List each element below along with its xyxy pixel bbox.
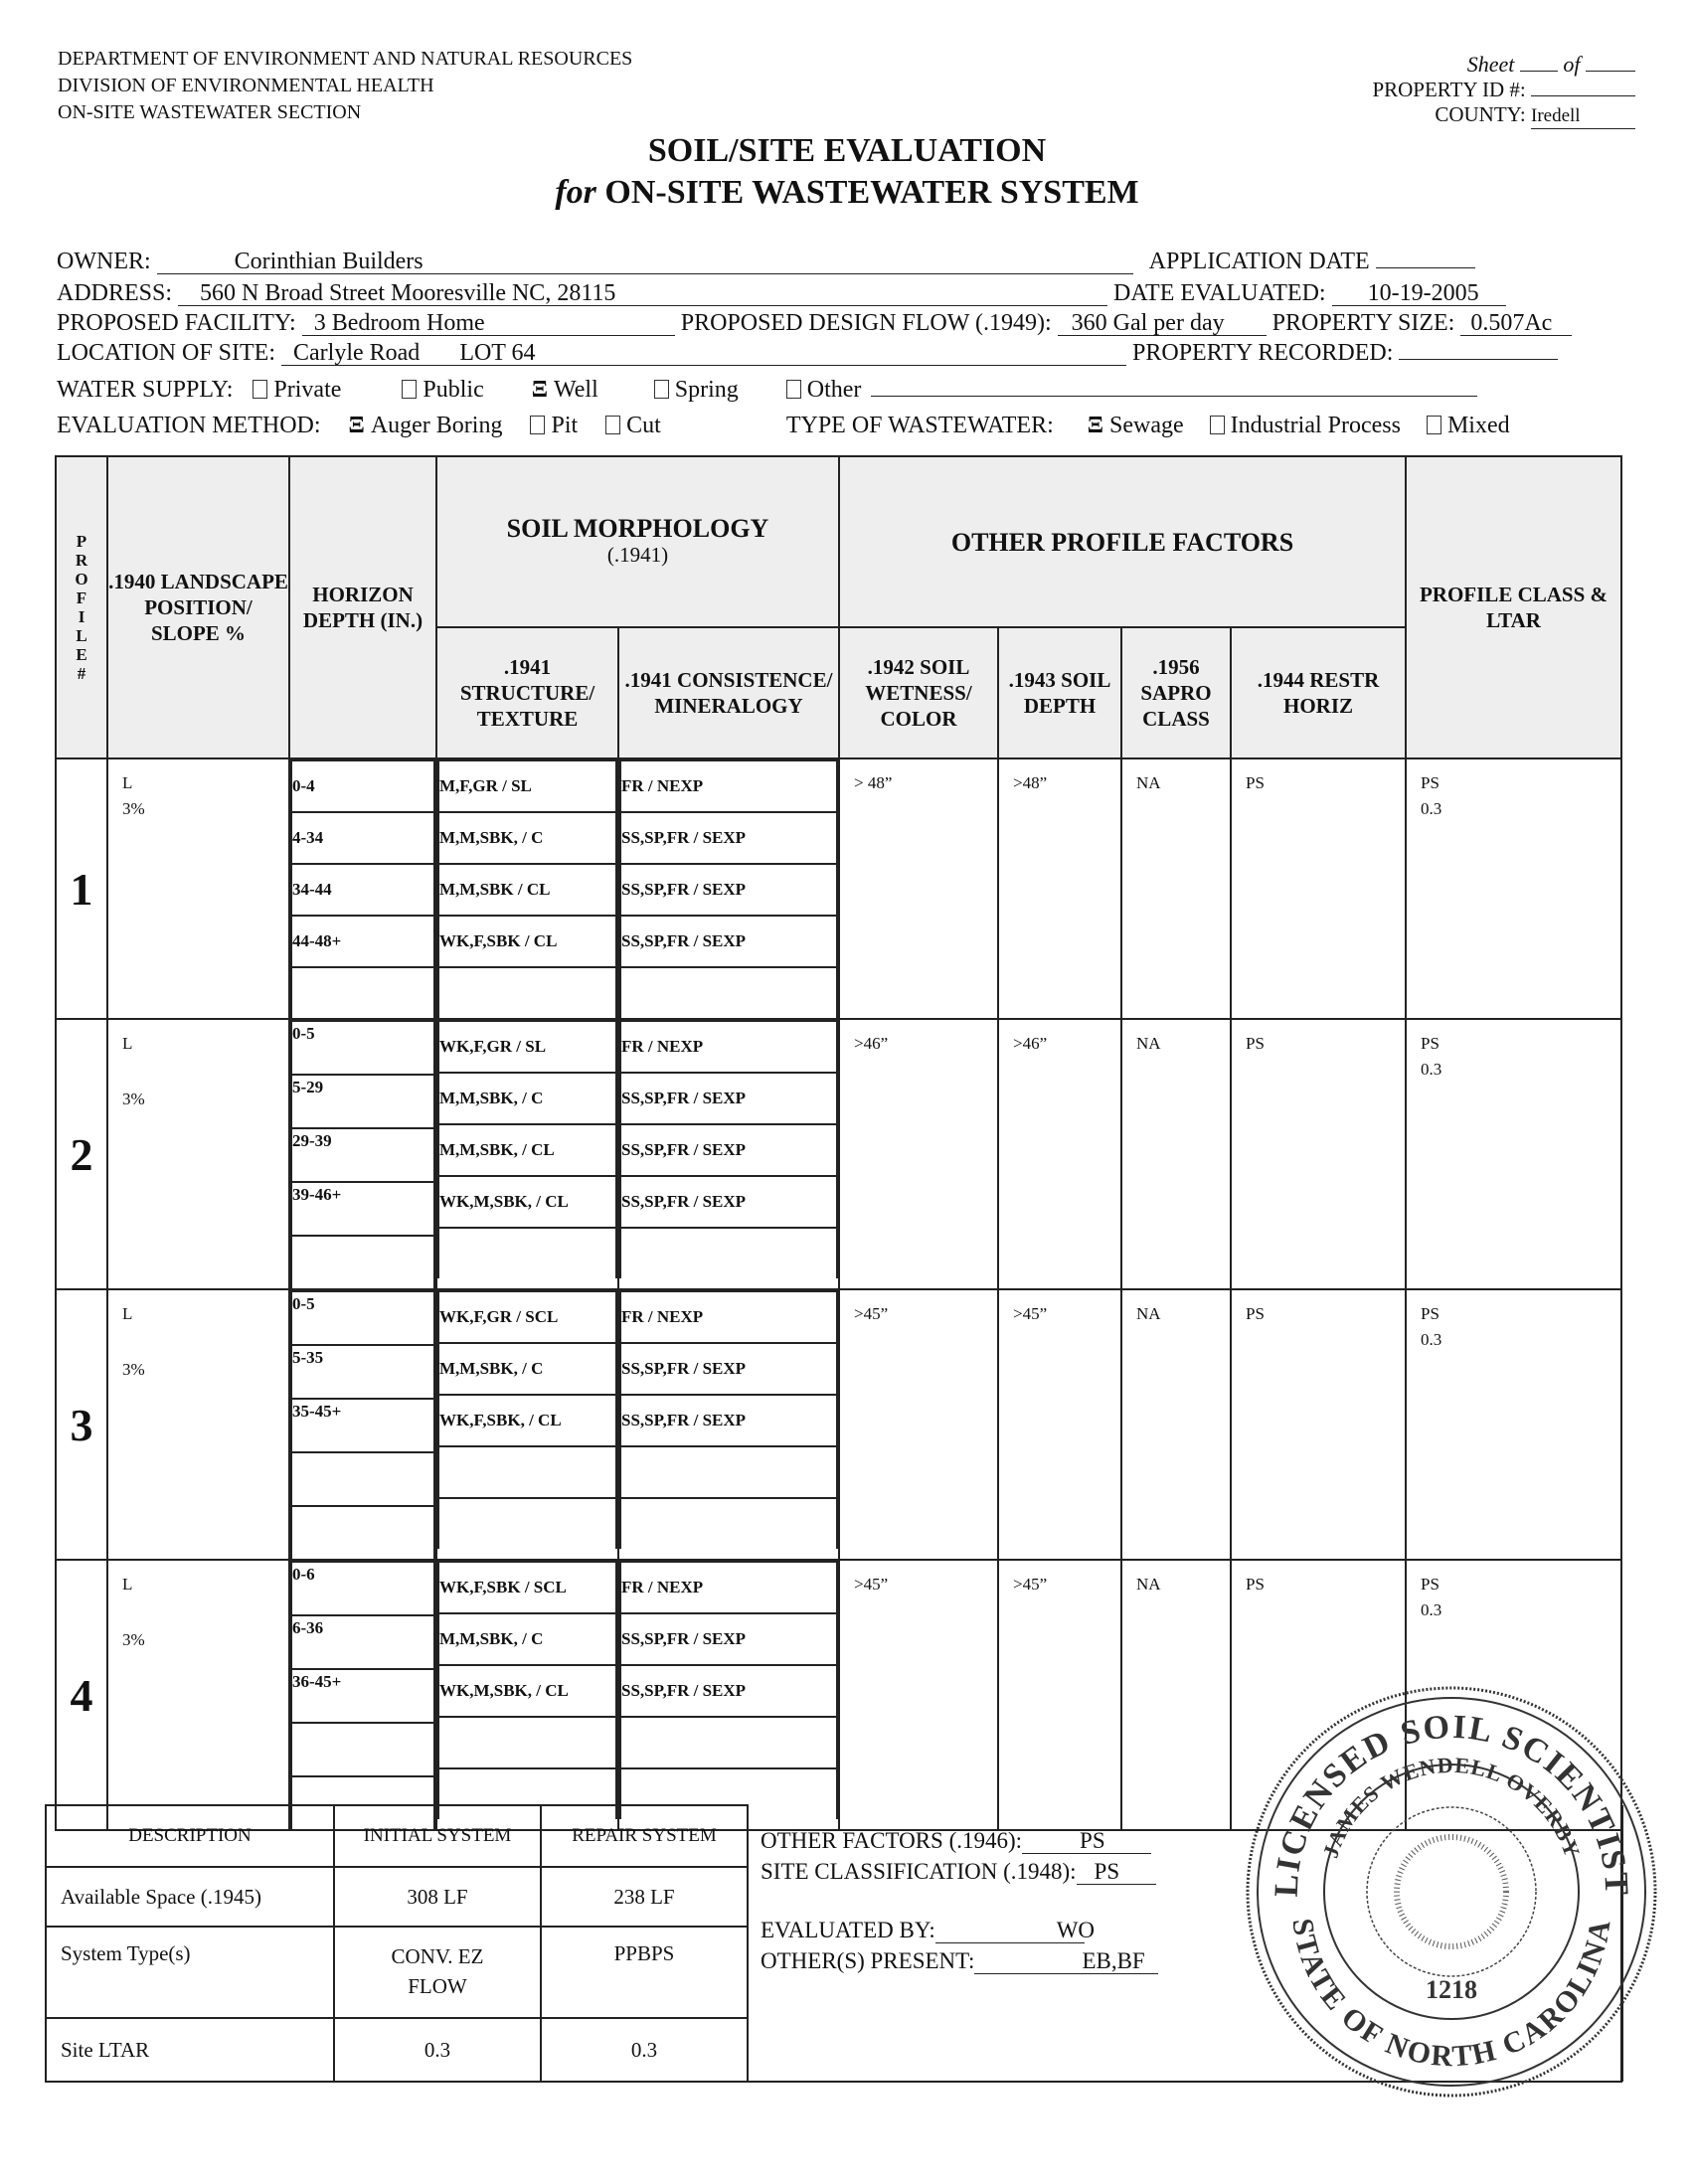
horizon-depth[interactable] [291,1723,434,1776]
landscape-cell [107,1019,289,1289]
other-factors-field[interactable]: PS [1022,1829,1151,1854]
profile-row [56,1289,1621,1560]
horizon-header: HORIZON DEPTH (IN.) [289,456,436,758]
others-present-label: OTHER(S) PRESENT: [761,1948,975,1973]
horizon-cell [289,1019,436,1289]
site-ltar-repair[interactable]: 0.3 [541,2018,748,2082]
property-id-label: PROPERTY ID #: [1372,78,1526,101]
depth-cell[interactable] [998,1560,1121,1830]
structure-cell [436,1560,618,1830]
checkbox-icon [786,380,801,399]
profile-number: 3 [56,1289,107,1560]
profile-number: 4 [56,1560,107,1830]
horizon-depth[interactable]: 35-45+ [291,1399,434,1452]
landscape-value: L [122,1575,133,1594]
wetness-cell[interactable] [839,1560,998,1830]
water-supply-label: WATER SUPPLY: [57,377,234,403]
evaluation-method-label: EVALUATION METHOD: [57,413,321,438]
eval-auger-option[interactable] [349,413,503,438]
address-row [57,280,1506,307]
sapro-cell[interactable] [1121,1289,1231,1560]
structure-value[interactable]: WK,F,GR / SCL [438,1291,616,1343]
property-size-label: PROPERTY SIZE: [1271,310,1455,336]
ltar-value: 0.3 [1421,799,1442,818]
of-label: of [1563,52,1581,77]
profile-class-header: PROFILE CLASS & LTAR [1406,456,1621,758]
depth-cell[interactable] [998,1019,1121,1289]
facility-row [57,310,1572,337]
structure-value[interactable]: WK,M,SBK, / CL [438,1176,616,1228]
system-type-label: System Type(s) [46,1927,334,2018]
sapro-value: NA [1136,1034,1161,1053]
wetness-value: >46” [854,1034,889,1053]
owner-field[interactable]: Corinthian Builders [157,250,1133,274]
structure-value[interactable]: WK,F,SBK / SCL [438,1562,616,1613]
site-class-label: SITE CLASSIFICATION (.1948): [761,1859,1077,1884]
form-subtitle [0,174,1694,212]
option-label: Well [554,377,598,403]
horizon-depth[interactable]: 0-4 [291,760,434,812]
option-label: Public [423,377,484,403]
horizon-cell [289,1289,436,1560]
design-flow-field[interactable]: 360 Gal per day [1058,311,1267,336]
consistence-value[interactable]: SS,SP,FR / SEXP [620,1176,837,1228]
horizon-cell [289,758,436,1019]
soil-morphology-code: (.1941) [606,543,669,567]
structure-value[interactable]: WK,F,SBK, / CL [438,1395,616,1446]
horizon-depth[interactable] [291,1236,434,1288]
application-date-label: APPLICATION DATE [1148,249,1370,274]
structure-value[interactable] [438,967,616,1018]
date-evaluated-label: DATE EVALUATED: [1113,280,1326,306]
structure-cell [436,1289,618,1560]
restr-value: PS [1246,1304,1265,1323]
sheet-label: Sheet [1466,52,1515,77]
slope-value: 3% [122,1360,145,1379]
slope-value: 3% [122,799,145,818]
horizon-depth[interactable]: 39-46+ [291,1182,434,1236]
landscape-cell [107,758,289,1019]
restr-header: .1944 RESTR HORIZ [1231,627,1406,758]
option-label: Spring [674,377,739,403]
division-line: DIVISION OF ENVIRONMENTAL HEALTH [58,75,434,96]
restr-cell[interactable] [1231,758,1406,1019]
depth-cell[interactable] [998,1289,1121,1560]
structure-value[interactable] [438,1228,616,1278]
consistence-value[interactable]: SS,SP,FR / SEXP [620,864,837,916]
address-label: ADDRESS: [57,280,173,306]
structure-value[interactable]: M,M,SBK, / C [438,1343,616,1395]
landscape-cell [107,1560,289,1830]
ltar-value: 0.3 [1421,1330,1442,1349]
option-label: Cut [626,413,661,438]
consistence-cell [618,1289,839,1560]
available-space-repair[interactable]: 238 LF [541,1867,748,1927]
structure-header: .1941 STRUCTURE/ TEXTURE [436,627,618,758]
profile-header-text: P R O F I L E # [75,532,88,683]
sapro-value: NA [1136,1304,1161,1323]
consistence-cell [618,758,839,1019]
location-row [57,340,1558,367]
class-cell[interactable] [1406,1019,1621,1289]
structure-value[interactable]: M,M,SBK, / C [438,1613,616,1665]
proposed-facility-field[interactable]: 3 Bedroom Home [302,311,675,336]
evaluation-method-row [57,413,1510,439]
ltar-value: 0.3 [1421,1600,1442,1619]
other-factors-label: OTHER FACTORS (.1946): [761,1828,1023,1853]
section-line: ON-SITE WASTEWATER SECTION [58,101,362,123]
structure-value[interactable]: WK,F,SBK / CL [438,916,616,967]
svg-text:LICENSED SOIL SCIENTIST [1269,1709,1635,1898]
profile-number: 1 [56,758,107,1019]
wetness-cell[interactable] [839,1289,998,1560]
depth-value: >48” [1013,773,1048,792]
checkbox-icon [1427,416,1441,434]
restr-value: PS [1246,1034,1265,1053]
profile-row [56,758,1621,1019]
consistence-value[interactable] [620,967,837,1018]
structure-value[interactable]: M,M,SBK, / CL [438,1124,616,1176]
consistence-value[interactable]: SS,SP,FR / SEXP [620,1395,837,1446]
sheet-box [1322,52,1635,129]
restr-cell[interactable] [1231,1019,1406,1289]
checked-mark-icon: Ξ [348,413,365,438]
structure-value[interactable]: WK,M,SBK, / CL [438,1665,616,1717]
horizon-depth[interactable]: 29-39 [291,1128,434,1182]
department-header [58,46,632,126]
sapro-value: NA [1136,773,1161,792]
option-label: Other [806,377,862,403]
dept-line: DEPARTMENT OF ENVIRONMENT AND NATURAL RESOURCES [58,48,633,70]
consistence-value[interactable] [620,1228,837,1278]
owner-row [57,249,1475,275]
profile-row [56,1019,1621,1289]
checkbox-icon [654,380,669,399]
design-flow-label: PROPOSED DESIGN FLOW (.1949): [680,310,1052,336]
landscape-cell [107,1289,289,1560]
option-label: Pit [551,413,579,438]
consistence-value[interactable] [620,1446,837,1498]
site-ltar-label: Site LTAR [46,2018,334,2082]
consistence-value[interactable]: SS,SP,FR / SEXP [620,916,837,967]
horizon-depth[interactable]: 0-5 [291,1291,434,1345]
repair-system-header: REPAIR SYSTEM [541,1805,748,1867]
wastewater-mixed-option[interactable] [1427,413,1510,438]
wetness-value: > 48” [854,773,893,792]
landscape-value: L [122,773,133,792]
horizon-depth[interactable]: 44-48+ [291,916,434,967]
owner-label: OWNER: [57,249,151,274]
site-class-field[interactable]: PS [1077,1860,1156,1885]
class-cell[interactable] [1406,1289,1621,1560]
wastewater-industrial-option[interactable] [1210,413,1401,438]
structure-value[interactable]: M,M,SBK, / C [438,1073,616,1124]
structure-cell [436,1019,618,1289]
seal-top-text: LICENSED SOIL SCIENTIST [1268,1708,1635,1898]
structure-value[interactable] [438,1717,616,1768]
system-type-repair[interactable]: PPBPS [541,1927,748,2018]
property-recorded-label: PROPERTY RECORDED: [1132,340,1394,366]
wetness-cell[interactable] [839,1019,998,1289]
available-space-label: Available Space (.1945) [46,1867,334,1927]
sapro-header: .1956 SAPRO CLASS [1121,627,1231,758]
horizon-depth[interactable]: 36-45+ [291,1669,434,1723]
consistence-value[interactable]: SS,SP,FR / SEXP [620,1613,837,1665]
location-field[interactable] [281,341,1126,366]
sapro-cell[interactable] [1121,758,1231,1019]
depth-value: >45” [1013,1575,1048,1594]
water-public-option[interactable] [402,377,483,403]
horizon-depth[interactable]: 4-34 [291,812,434,864]
property-recorded-field[interactable] [1399,359,1558,360]
checkbox-icon [530,416,545,434]
class-cell[interactable] [1406,758,1621,1019]
structure-value[interactable] [438,1446,616,1498]
restr-cell[interactable] [1231,1289,1406,1560]
structure-value[interactable]: WK,F,GR / SL [438,1021,616,1073]
eval-pit-option[interactable] [530,413,578,438]
wastewater-type-label: TYPE OF WASTEWATER: [785,413,1054,438]
system-type-initial-text: CONV. EZ FLOW [391,1944,484,1998]
other-factors-header: OTHER PROFILE FACTORS [839,456,1406,627]
checkbox-icon [253,380,267,399]
landscape-value: L [122,1034,133,1053]
structure-value[interactable]: M,M,SBK / CL [438,864,616,916]
restr-value: PS [1246,1575,1265,1594]
water-supply-row [57,377,1477,404]
wetness-value: >45” [854,1575,889,1594]
horizon-depth[interactable]: 0-5 [291,1021,434,1075]
structure-value[interactable]: M,F,GR / SL [438,760,616,812]
profile-number: 2 [56,1019,107,1289]
licensed-soil-scientist-seal-icon [1238,1678,1665,2105]
consistence-value[interactable]: SS,SP,FR / SEXP [620,812,837,864]
consistence-value[interactable]: FR / NEXP [620,1291,837,1343]
horizon-cell [289,1560,436,1830]
others-present-field[interactable]: EB,BF [974,1949,1158,1974]
water-private-option[interactable] [253,377,341,403]
site-ltar-initial[interactable]: 0.3 [334,2018,541,2082]
lot-value: LOT 64 [459,340,536,366]
consistence-value[interactable]: FR / NEXP [620,760,837,812]
class-value: PS [1421,1034,1440,1053]
landscape-value: L [122,1304,133,1323]
water-other-option[interactable] [786,377,862,403]
title-for: for [555,174,596,211]
sapro-cell[interactable] [1121,1019,1231,1289]
water-well-option[interactable] [532,377,598,403]
location-value: Carlyle Road [293,340,421,366]
consistence-value[interactable]: FR / NEXP [620,1021,837,1073]
depth-value: >45” [1013,1304,1048,1323]
wetness-value: >45” [854,1304,889,1323]
consistence-value[interactable] [620,1498,837,1549]
consistence-cell [618,1019,839,1289]
landscape-header: .1940 LANDSCAPE POSITION/ SLOPE % [107,456,289,758]
checked-mark-icon: Ξ [531,377,549,403]
horizon-depth[interactable]: 0-6 [291,1562,434,1615]
depth-value: >46” [1013,1034,1048,1053]
seal-bottom-text: STATE OF NORTH CAROLINA [1285,1916,1617,2074]
horizon-depth[interactable]: 6-36 [291,1615,434,1669]
application-date-field[interactable] [1376,267,1475,268]
option-label: Sewage [1109,413,1184,438]
structure-value[interactable] [438,1498,616,1549]
address-field[interactable]: 560 N Broad Street Mooresville NC, 28115 [178,281,1107,306]
proposed-facility-label: PROPOSED FACILITY: [57,310,296,336]
depth-header: .1943 SOIL DEPTH [998,627,1121,758]
slope-value: 3% [122,1630,145,1649]
date-evaluated-field[interactable]: 10-19-2005 [1332,281,1506,306]
structure-value[interactable]: M,M,SBK, / C [438,812,616,864]
wetness-header: .1942 SOIL WETNESS/ COLOR [839,627,998,758]
depth-cell[interactable] [998,758,1121,1019]
eval-cut-option[interactable] [605,413,661,438]
consistence-value[interactable]: SS,SP,FR / SEXP [620,1343,837,1395]
location-label: LOCATION OF SITE: [57,340,275,366]
option-label: Mixed [1446,413,1510,438]
horizon-depth[interactable] [291,1506,434,1559]
profile-number-header [56,456,107,758]
class-value: PS [1421,773,1440,792]
consistence-header: .1941 CONSISTENCE/ MINERALOGY [618,627,839,758]
soil-profile-table [55,455,1622,1831]
county-label: COUNTY: [1435,102,1526,126]
class-value: PS [1421,1304,1440,1323]
horizon-depth[interactable]: 34-44 [291,864,434,916]
consistence-value[interactable] [620,1717,837,1768]
title-line2: ON-SITE WASTEWATER SYSTEM [604,174,1139,211]
water-other-field[interactable] [871,396,1477,397]
property-size-field[interactable]: 0.507Ac [1460,311,1572,336]
restr-value: PS [1246,773,1265,792]
evaluated-by-label: EVALUATED BY: [761,1918,935,1942]
checkbox-icon [402,380,417,399]
consistence-value[interactable]: FR / NEXP [620,1562,837,1613]
consistence-cell [618,1560,839,1830]
soil-morphology-title: SOIL MORPHOLOGY [506,514,769,543]
structure-cell [436,758,618,1019]
horizon-depth[interactable] [291,1452,434,1506]
option-label: Auger Boring [370,413,503,438]
ltar-value: 0.3 [1421,1060,1442,1079]
initial-system-header: INITIAL SYSTEM [334,1805,541,1867]
option-label: Private [273,377,342,403]
class-value: PS [1421,1575,1440,1594]
water-spring-option[interactable] [654,377,739,403]
sapro-value: NA [1136,1575,1161,1594]
soil-morphology-header [436,456,839,627]
horizon-depth[interactable]: 5-29 [291,1075,434,1128]
available-space-initial[interactable]: 308 LF [334,1867,541,1927]
seal-name-text: JAMES WENDELL OVERBY [1317,1752,1586,1861]
county-value: Iredell [1531,104,1635,129]
system-type-initial[interactable] [334,1927,541,2018]
horizon-depth[interactable]: 5-35 [291,1345,434,1399]
checkbox-icon [1210,416,1225,434]
wetness-cell[interactable] [839,758,998,1019]
consistence-value[interactable]: SS,SP,FR / SEXP [620,1073,837,1124]
sapro-cell[interactable] [1121,1560,1231,1830]
horizon-depth[interactable] [291,967,434,1018]
consistence-value[interactable]: SS,SP,FR / SEXP [620,1124,837,1176]
description-header: DESCRIPTION [46,1805,334,1867]
seal-number: 1218 [1426,1975,1477,2004]
evaluated-by-field[interactable]: WO [935,1919,1085,1943]
wastewater-sewage-option[interactable] [1088,413,1184,438]
checked-mark-icon: Ξ [1087,413,1104,438]
option-label: Industrial Process [1230,413,1401,438]
slope-value: 3% [122,1090,145,1108]
form-title: SOIL/SITE EVALUATION [647,132,1047,169]
consistence-value[interactable]: SS,SP,FR / SEXP [620,1665,837,1717]
checkbox-icon [605,416,620,434]
